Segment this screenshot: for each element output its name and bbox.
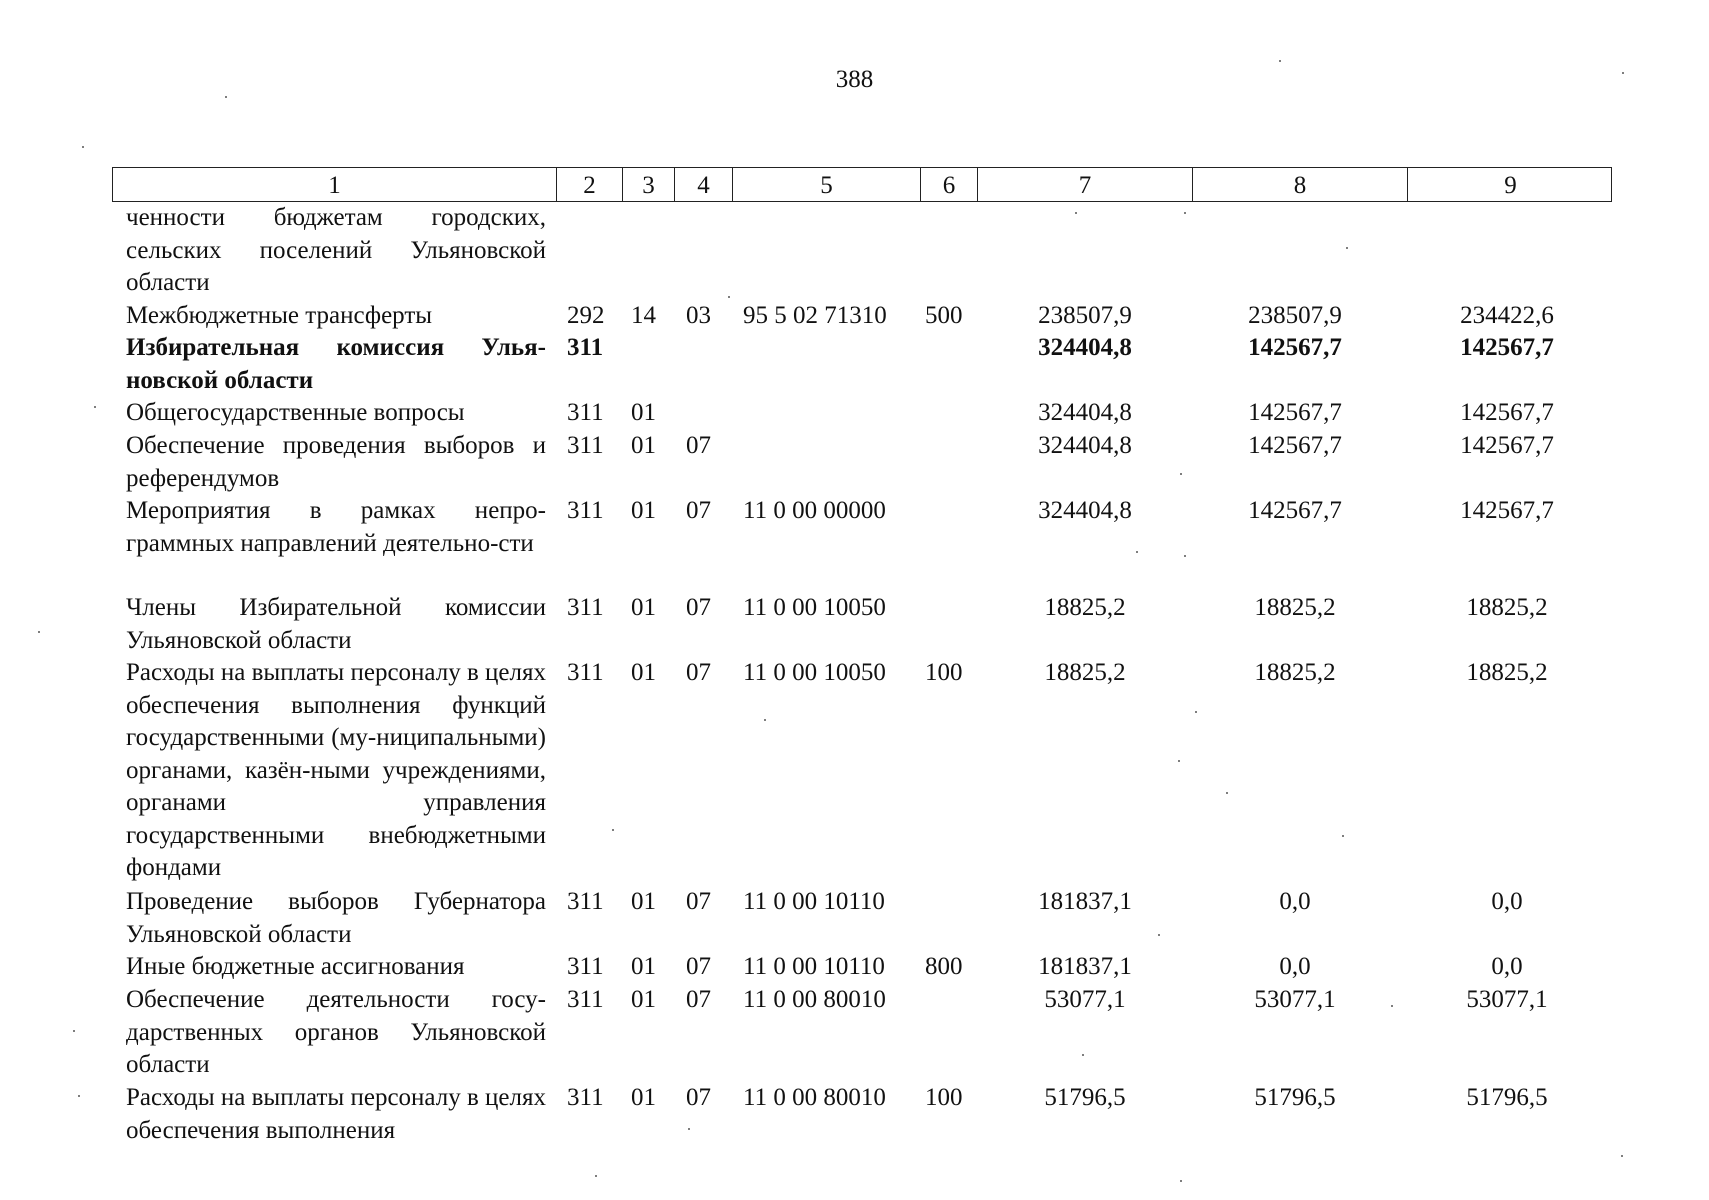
row-cell-9: 53077,1 — [1466, 986, 1548, 1013]
row-cell-6: 100 — [925, 1084, 963, 1111]
row-name: Обеспечение проведения выборов и референдумов — [126, 432, 546, 492]
row-cell-7: 324404,8 — [1038, 399, 1132, 426]
row-cell-4: 03 — [686, 302, 711, 329]
row-cell-9: 142567,7 — [1460, 334, 1554, 361]
row-cell-5: 11 0 00 00000 — [743, 497, 886, 524]
row-cell-9: 0,0 — [1491, 953, 1523, 980]
row-cell-3: 14 — [631, 302, 656, 329]
row-cell-8: 142567,7 — [1248, 432, 1342, 459]
row-cell-4: 07 — [686, 659, 711, 686]
row-name: Обеспечение деятельности госу-дарственных органов Ульяновской области — [126, 986, 546, 1078]
row-cell-5: 11 0 00 80010 — [743, 986, 886, 1013]
header-col-7: 7 — [977, 168, 1192, 201]
header-col-3: 3 — [622, 168, 674, 201]
row-cell-7: 238507,9 — [1038, 302, 1132, 329]
row-cell-7: 181837,1 — [1038, 953, 1132, 980]
row-name: Мероприятия в рамках непро-граммных направлений деятельно-сти — [126, 497, 546, 557]
page-number: 388 — [835, 66, 874, 93]
row-cell-3: 01 — [631, 497, 656, 524]
row-cell-3: 01 — [631, 399, 656, 426]
row-cell-5: 11 0 00 10110 — [743, 888, 885, 915]
row-cell-3: 01 — [631, 1084, 656, 1111]
row-cell-5: 11 0 00 10050 — [743, 594, 886, 621]
row-name: ченности бюджетам городских, сельских поселений Ульяновской области — [126, 204, 546, 296]
row-cell-6: 100 — [925, 659, 963, 686]
row-cell-7: 51796,5 — [1044, 1084, 1126, 1111]
row-cell-7: 18825,2 — [1044, 659, 1126, 686]
row-name: Члены Избирательной комиссии Ульяновской области — [126, 594, 546, 654]
row-cell-2: 311 — [567, 399, 604, 426]
row-cell-2: 292 — [567, 302, 605, 329]
row-name: Иные бюджетные ассигнования — [126, 953, 465, 980]
header-col-2: 2 — [556, 168, 622, 201]
row-cell-3: 01 — [631, 594, 656, 621]
row-cell-4: 07 — [686, 497, 711, 524]
row-cell-5: 95 5 02 71310 — [743, 302, 887, 329]
row-cell-3: 01 — [631, 888, 656, 915]
row-cell-6: 800 — [925, 953, 963, 980]
row-name: Избирательная комиссия Улья-новской области — [126, 334, 546, 394]
row-cell-7: 18825,2 — [1044, 594, 1126, 621]
row-cell-2: 311 — [567, 1084, 604, 1111]
row-cell-5: 11 0 00 10050 — [743, 659, 886, 686]
header-col-1: 1 — [328, 172, 341, 199]
row-cell-5: 11 0 00 10110 — [743, 953, 885, 980]
row-cell-4: 07 — [686, 888, 711, 915]
row-cell-2: 311 — [567, 432, 604, 459]
row-cell-3: 01 — [631, 432, 656, 459]
row-cell-3: 01 — [631, 986, 656, 1013]
row-cell-9: 142567,7 — [1460, 497, 1554, 524]
row-cell-4: 07 — [686, 986, 711, 1013]
header-col-8: 8 — [1192, 168, 1407, 201]
row-cell-9: 234422,6 — [1460, 302, 1554, 329]
row-cell-9: 0,0 — [1491, 888, 1523, 915]
table-header — [112, 167, 1612, 202]
row-cell-9: 51796,5 — [1466, 1084, 1548, 1111]
row-cell-7: 324404,8 — [1038, 334, 1132, 361]
header-col-5: 5 — [732, 168, 920, 201]
row-cell-4: 07 — [686, 432, 711, 459]
row-cell-7: 181837,1 — [1038, 888, 1132, 915]
row-cell-8: 51796,5 — [1254, 1084, 1336, 1111]
row-cell-8: 18825,2 — [1254, 594, 1336, 621]
row-cell-6: 500 — [925, 302, 963, 329]
header-col-9: 9 — [1407, 168, 1613, 201]
row-cell-8: 142567,7 — [1248, 497, 1342, 524]
row-cell-8: 0,0 — [1279, 953, 1311, 980]
row-cell-2: 311 — [567, 659, 604, 686]
row-name: Расходы на выплаты персоналу в целях обеспечения выполнения — [126, 1084, 546, 1144]
row-name: Проведение выборов Губернатора Ульяновской области — [126, 888, 546, 948]
row-cell-7: 53077,1 — [1044, 986, 1126, 1013]
row-cell-8: 0,0 — [1279, 888, 1311, 915]
header-col-4: 4 — [674, 168, 732, 201]
row-cell-4: 07 — [686, 953, 711, 980]
row-cell-9: 142567,7 — [1460, 399, 1554, 426]
row-cell-2: 311 — [567, 986, 604, 1013]
row-cell-2: 311 — [567, 594, 604, 621]
row-name: Расходы на выплаты персоналу в целях обеспечения выполнения функций государственными (му-ниципальными) органами, казён-ными учреждениями, органами управления государственными внебюджетными фондами — [126, 659, 546, 881]
row-cell-2: 311 — [567, 497, 604, 524]
row-cell-7: 324404,8 — [1038, 432, 1132, 459]
row-cell-9: 18825,2 — [1466, 659, 1548, 686]
row-cell-9: 142567,7 — [1460, 432, 1554, 459]
row-cell-5: 11 0 00 80010 — [743, 1084, 886, 1111]
row-cell-2: 311 — [567, 334, 604, 361]
row-cell-8: 18825,2 — [1254, 659, 1336, 686]
row-cell-8: 142567,7 — [1248, 334, 1342, 361]
row-cell-2: 311 — [567, 953, 604, 980]
row-cell-8: 53077,1 — [1254, 986, 1336, 1013]
row-cell-7: 324404,8 — [1038, 497, 1132, 524]
row-cell-4: 07 — [686, 1084, 711, 1111]
row-name: Межбюджетные трансферты — [126, 302, 433, 329]
header-col-6: 6 — [920, 168, 977, 201]
row-cell-8: 238507,9 — [1248, 302, 1342, 329]
row-cell-2: 311 — [567, 888, 604, 915]
row-cell-8: 142567,7 — [1248, 399, 1342, 426]
row-cell-4: 07 — [686, 594, 711, 621]
row-cell-9: 18825,2 — [1466, 594, 1548, 621]
row-cell-3: 01 — [631, 953, 656, 980]
row-name: Общегосударственные вопросы — [126, 399, 465, 426]
row-cell-3: 01 — [631, 659, 656, 686]
